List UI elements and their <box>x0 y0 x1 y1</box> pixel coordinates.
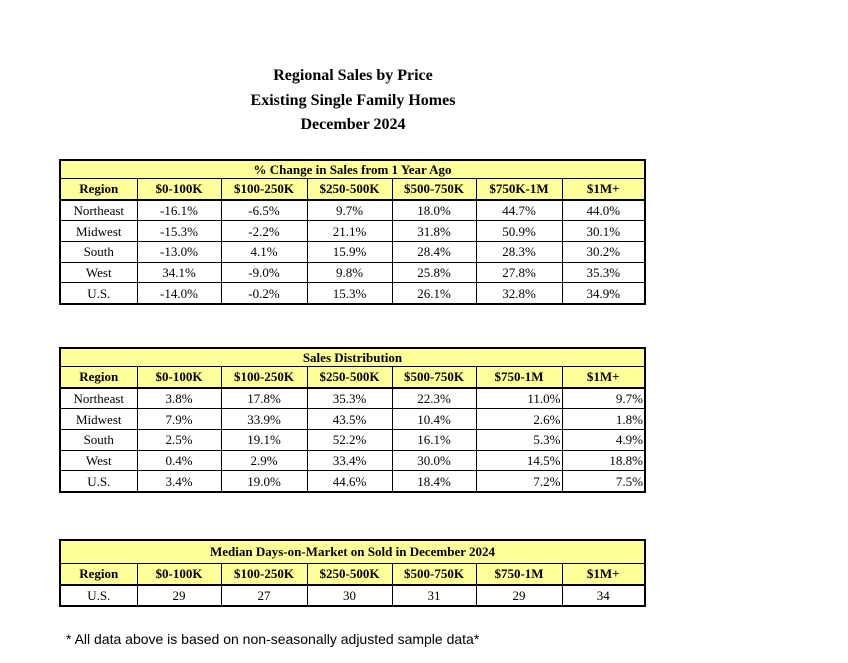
table-cell: 30 <box>307 585 392 607</box>
table-cell: 25.8% <box>392 262 476 283</box>
table-row <box>60 450 645 471</box>
table-cell: 30.0% <box>392 450 476 471</box>
table-row <box>60 585 645 607</box>
table-cell: -9.0% <box>221 262 307 283</box>
table-cell: 7.2% <box>476 471 562 492</box>
table-cell: -2.2% <box>221 221 307 242</box>
column-header: Region <box>60 179 137 200</box>
row-label: U.S. <box>60 585 137 607</box>
report-date: December 2024 <box>300 116 406 133</box>
table-cell: 34.1% <box>137 262 221 283</box>
table-row <box>60 262 645 283</box>
table-cell: 52.2% <box>307 430 392 451</box>
sales-distribution-table <box>59 347 646 493</box>
table-cell: 35.3% <box>562 262 645 283</box>
table-cell: 34 <box>562 585 645 607</box>
column-header: $100-250K <box>221 367 307 388</box>
table-cell: 44.6% <box>307 471 392 492</box>
table-cell: 2.9% <box>221 450 307 471</box>
column-header: $500-750K <box>392 564 476 585</box>
table-row <box>60 471 645 492</box>
column-header: $1M+ <box>562 564 645 585</box>
column-header: $0-100K <box>137 179 221 200</box>
column-header: $750-1M <box>476 564 562 585</box>
row-label: U.S. <box>60 283 137 304</box>
table-cell: 16.1% <box>392 430 476 451</box>
table-row <box>60 221 645 242</box>
table-cell: 18.4% <box>392 471 476 492</box>
column-header: $1M+ <box>562 367 645 388</box>
column-header: $500-750K <box>392 367 476 388</box>
table-cell: 28.3% <box>476 242 562 263</box>
table-caption: Median Days-on-Market on Sold in December 2024 <box>60 540 645 564</box>
column-header: $0-100K <box>137 564 221 585</box>
table-cell: 18.0% <box>392 200 476 221</box>
table-cell: 3.8% <box>137 388 221 409</box>
table-cell: 30.2% <box>562 242 645 263</box>
report-title-block <box>203 64 503 138</box>
table-cell: 5.3% <box>476 430 562 451</box>
table-cell: -14.0% <box>137 283 221 304</box>
table-cell: 19.0% <box>221 471 307 492</box>
table-header-row <box>60 179 645 200</box>
table-cell: 1.8% <box>562 409 645 430</box>
table-cell: 7.5% <box>562 471 645 492</box>
table-cell: 9.7% <box>562 388 645 409</box>
table-cell: 15.3% <box>307 283 392 304</box>
column-header: $0-100K <box>137 367 221 388</box>
row-label: West <box>60 262 137 283</box>
column-header: $250-500K <box>307 367 392 388</box>
table-cell: 43.5% <box>307 409 392 430</box>
table-cell: 15.9% <box>307 242 392 263</box>
table-cell: 26.1% <box>392 283 476 304</box>
table-cell: 14.5% <box>476 450 562 471</box>
table-caption: % Change in Sales from 1 Year Ago <box>60 160 645 179</box>
table-header-row <box>60 367 645 388</box>
pct-change-table <box>59 159 646 305</box>
row-label: West <box>60 450 137 471</box>
table-cell: 50.9% <box>476 221 562 242</box>
table-row <box>60 409 645 430</box>
report-subtitle: Existing Single Family Homes <box>250 91 456 109</box>
table-cell: 4.1% <box>221 242 307 263</box>
column-header: $750K-1M <box>476 179 562 200</box>
table-cell: 2.6% <box>476 409 562 430</box>
table-cell: 11.0% <box>476 388 562 409</box>
row-label: South <box>60 242 137 263</box>
table-row <box>60 430 645 451</box>
table-cell: 34.9% <box>562 283 645 304</box>
table-row <box>60 283 645 304</box>
column-header: Region <box>60 564 137 585</box>
table-cell: 44.0% <box>562 200 645 221</box>
table-caption: Sales Distribution <box>60 348 645 367</box>
table-row <box>60 242 645 263</box>
table-cell: 4.9% <box>562 430 645 451</box>
table-cell: -13.0% <box>137 242 221 263</box>
table-cell: 7.9% <box>137 409 221 430</box>
table-cell: 29 <box>137 585 221 607</box>
table-cell: 29 <box>476 585 562 607</box>
table-cell: 33.9% <box>221 409 307 430</box>
table-cell: 9.8% <box>307 262 392 283</box>
row-label: Midwest <box>60 409 137 430</box>
table-row <box>60 388 645 409</box>
column-header: Region <box>60 367 137 388</box>
table-cell: 22.3% <box>392 388 476 409</box>
report-title: Regional Sales by Price <box>273 67 433 84</box>
table-cell: 33.4% <box>307 450 392 471</box>
table-cell: 21.1% <box>307 221 392 242</box>
column-header: $1M+ <box>562 179 645 200</box>
table-cell: -6.5% <box>221 200 307 221</box>
column-header: $500-750K <box>392 179 476 200</box>
table-cell: 27.8% <box>476 262 562 283</box>
table-cell: -15.3% <box>137 221 221 242</box>
row-label: Midwest <box>60 221 137 242</box>
table-header-row <box>60 564 645 585</box>
column-header: $100-250K <box>221 179 307 200</box>
table-cell: 31 <box>392 585 476 607</box>
table-cell: 30.1% <box>562 221 645 242</box>
table-cell: 28.4% <box>392 242 476 263</box>
table-cell: 17.8% <box>221 388 307 409</box>
table-cell: -0.2% <box>221 283 307 304</box>
row-label: South <box>60 430 137 451</box>
column-header: $100-250K <box>221 564 307 585</box>
table-cell: 9.7% <box>307 200 392 221</box>
table-cell: 31.8% <box>392 221 476 242</box>
column-header: $250-500K <box>307 564 392 585</box>
column-header: $750-1M <box>476 367 562 388</box>
days-on-market-table <box>59 539 646 607</box>
column-header: $250-500K <box>307 179 392 200</box>
table-cell: 35.3% <box>307 388 392 409</box>
footnote: * All data above is based on non-seasonally adjusted sample data* <box>66 631 480 647</box>
table-cell: 19.1% <box>221 430 307 451</box>
table-cell: -16.1% <box>137 200 221 221</box>
table-cell: 3.4% <box>137 471 221 492</box>
row-label: U.S. <box>60 471 137 492</box>
table-cell: 2.5% <box>137 430 221 451</box>
table-cell: 32.8% <box>476 283 562 304</box>
row-label: Northeast <box>60 200 137 221</box>
table-row <box>60 200 645 221</box>
table-cell: 18.8% <box>562 450 645 471</box>
table-cell: 44.7% <box>476 200 562 221</box>
table-cell: 27 <box>221 585 307 607</box>
row-label: Northeast <box>60 388 137 409</box>
table-cell: 0.4% <box>137 450 221 471</box>
table-cell: 10.4% <box>392 409 476 430</box>
